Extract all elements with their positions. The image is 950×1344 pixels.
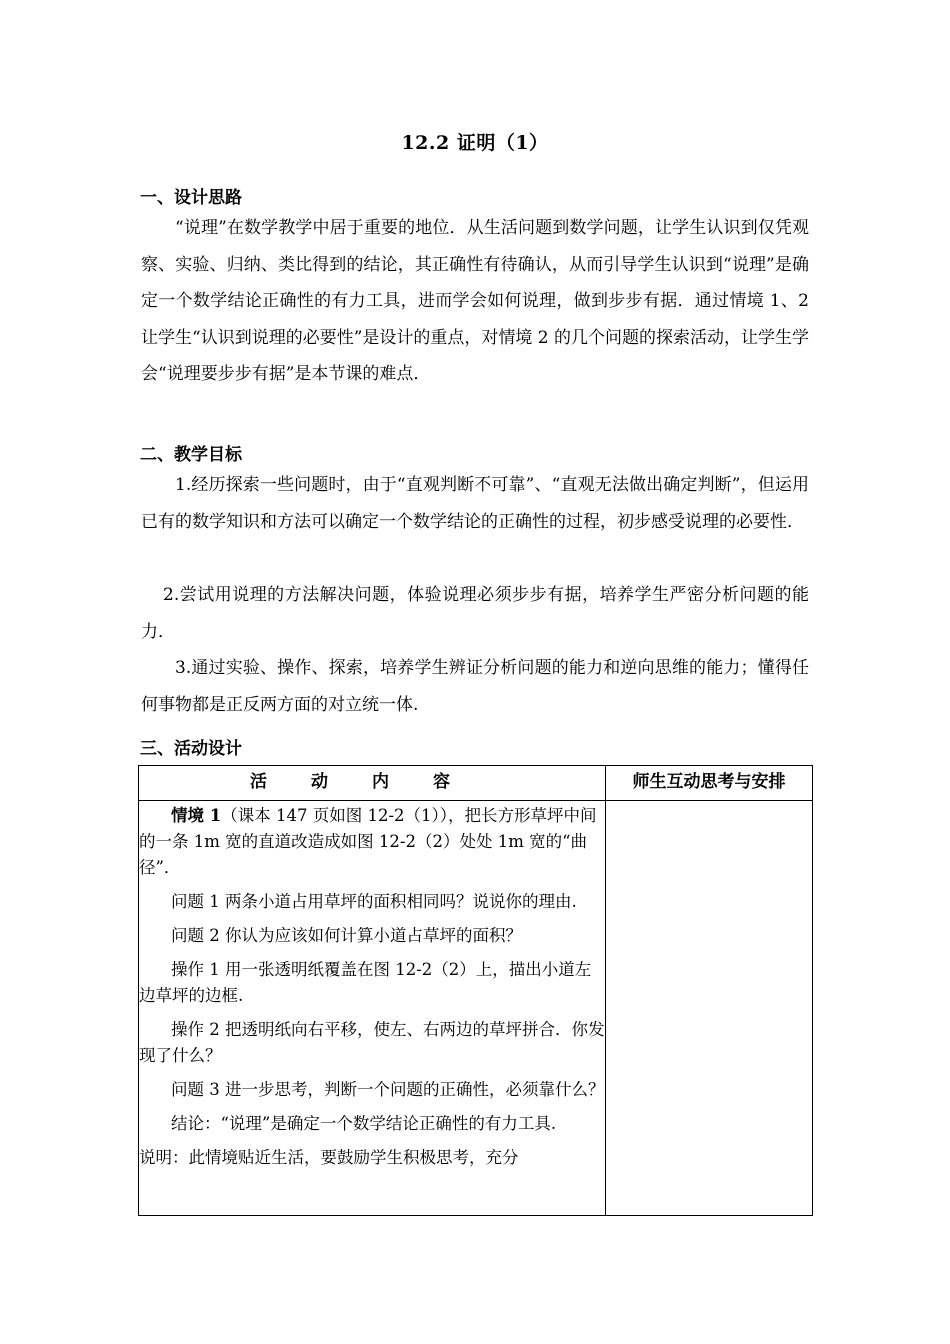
section-heading-goals: 二、教学目标 xyxy=(140,445,242,465)
activity-table xyxy=(138,765,813,1216)
question-2: 问题 2 你认为应该如何计算小道占草坪的面积？ xyxy=(171,926,522,945)
question-3: 问题 3 进一步思考，判断一个问题的正确性，必须靠什么？ xyxy=(171,1080,605,1099)
operation-1: 操作 1 用一张透明纸覆盖在图 12-2（2）上，描出小道左边草坪的边框. xyxy=(139,960,592,1005)
scenario-label: 情境 1 xyxy=(171,806,222,825)
note: 说明：此情境贴近生活，要鼓励学生积极思考，充分 xyxy=(139,1148,519,1167)
question-1: 问题 1 两条小道占用草坪的面积相同吗？说说你的理由. xyxy=(171,892,577,911)
design-paragraph: “说理”在数学教学中居于重要的地位．从生活问题到数学问题，让学生认识到仅凭观察、实验、归纳、类比得到的结论，其正确性有待确认，从而引导学生认识到“说理”是确定一个数学结论正确性的有力工具，进而学会如何说理，做到步步有据．通过情境 1、2 让学生“认识到说理的必要性”是设计的重点，对情境 2 的几个问题的探索活动，让学生学会“说理要步步有据”是本节课的难点． xyxy=(141,218,810,385)
teacher-student-cell xyxy=(606,801,813,1216)
goal-1: 1.经历探索一些问题时，由于“直观判断不可靠”、“直观无法做出确定判断”，但运用已有的数学知识和方法可以确定一个数学结论的正确性的过程，初步感受说理的必要性． xyxy=(141,475,809,532)
operation-2: 操作 2 把透明纸向右平移，使左、右两边的草坪拼合．你发现了什么？ xyxy=(139,1020,605,1065)
table-header-row xyxy=(139,766,813,801)
activity-content-cell xyxy=(139,801,606,1216)
page-title: 12.2 证明（1） xyxy=(401,132,549,154)
goal-3: 3.通过实验、操作、探索，培养学生辨证分析问题的能力和逆向思维的能力；懂得任何事物都是正反两方面的对立统一体. xyxy=(141,658,809,715)
section-heading-design: 一、设计思路 xyxy=(140,188,242,208)
table-row xyxy=(139,801,813,1216)
scenario-text: （课本 147 页如图 12-2（1）），把长方形草坪中间的一条 1m 宽的直道改造成如图 12-2（2）处处 1m 宽的“曲径”． xyxy=(139,806,597,877)
goal-2: 2.尝试用说理的方法解决问题，体验说理必须步步有据，培养学生严密分析问题的能力． xyxy=(141,585,809,642)
conclusion: 结论：“说理”是确定一个数学结论正确性的有力工具. xyxy=(171,1114,557,1133)
header-activity-content: 活动内容 xyxy=(139,766,606,801)
header-teacher-student: 师生互动思考与安排 xyxy=(606,766,813,801)
section-heading-activity: 三、活动设计 xyxy=(140,739,242,759)
scenario-1 xyxy=(139,803,605,881)
